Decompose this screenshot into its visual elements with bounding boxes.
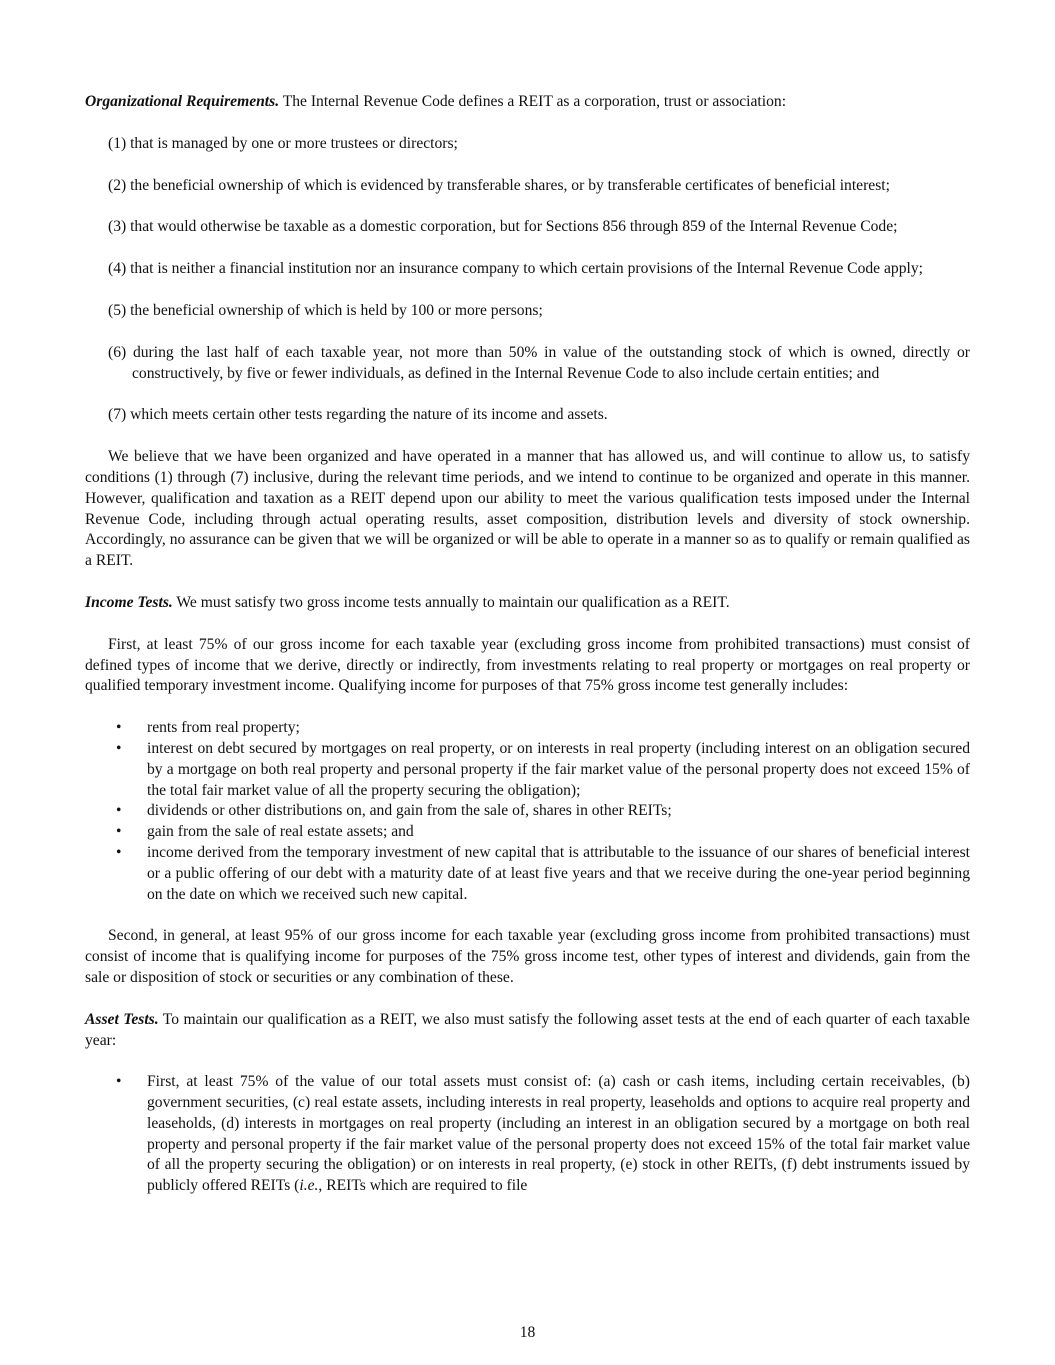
asset-bullet-list [85, 1072, 970, 1197]
requirement-item-4: (4) that is neither a financial institution nor an insurance company to which certain provisions of the Internal Revenue Code apply; [108, 260, 923, 278]
list-item [85, 718, 970, 739]
organizational-heading: Organizational Requirements. [85, 93, 280, 110]
list-item-text: gain from the sale of real estate assets; and [147, 823, 414, 841]
bullet-icon: • [116, 843, 122, 861]
bullet-icon: • [116, 739, 122, 757]
list-item [85, 822, 970, 843]
bullet-icon: • [116, 719, 122, 737]
list-item [85, 843, 970, 905]
bullet-icon: • [116, 823, 122, 841]
requirement-item-7: (7) which meets certain other tests regarding the nature of its income and assets. [108, 406, 608, 424]
list-item-text: income derived from the temporary investment of new capital that is attributable to the issuance of our shares of beneficial interest or a public offering of our debt with a maturity date of at least five years and that we receive during the one-year period beginning on the date on which we received such new capital. [147, 843, 970, 903]
requirement-item-6: (6) during the last half of each taxable year, not more than 50% in value of the outstanding stock of which is owned, directly or constructively, by five or fewer individuals, as defined in the Internal Revenue Code to also include certain entities; and [108, 343, 970, 382]
income-second-paragraph: Second, in general, at least 95% of our gross income for each taxable year (excluding gross income from prohibited transactions) must consist of income that is qualifying income for purposes of the 75% gross income test, other types of interest and dividends, gain from the sale or disposition of stock or securities or any combination of these. [85, 927, 970, 986]
income-tests-intro: We must satisfy two gross income tests annually to maintain our qualification as a REIT. [172, 593, 730, 611]
requirement-item-1: (1) that is managed by one or more trustees or directors; [108, 134, 458, 152]
asset-tests-intro: To maintain our qualification as a REIT, we also must satisfy the following asset tests at the end of each quarter of each taxable year: [85, 1010, 970, 1049]
page-number: 18 [519, 1324, 536, 1341]
income-tests-paragraph [85, 593, 970, 614]
organizational-intro: The Internal Revenue Code defines a REIT as a corporation, trust or association: [279, 93, 787, 110]
asset-bullet-text-end: , REITs which are required to file [318, 1177, 528, 1195]
asset-tests-heading: Asset Tests. [85, 1010, 159, 1028]
list-item-text: interest on debt secured by mortgages on real property, or on interests in real property (including interest on an obligation secured by a mortgage on both real property and personal property if the fair market value of the personal property does not exceed 15% of the total fair market value of all the property securing the obligation); [147, 739, 970, 799]
asset-tests-paragraph [85, 1010, 970, 1052]
belief-paragraph: We believe that we have been organized and have operated in a manner that has allowed us, and will continue to allow us, to satisfy conditions (1) through (7) inclusive, during the relevant time periods, and we intend to continue to be organized and operate in this manner. However, qualification and taxation as a REIT depend upon our ability to meet the various qualification tests imposed under the Internal Revenue Code, including through actual operating results, asset composition, distribution levels and diversity of stock ownership. Accordingly, no assurance can be given that we will be organized or will be able to operate in a manner so as to qualify or remain qualified as a REIT. [85, 448, 970, 570]
bullet-icon: • [116, 802, 122, 820]
asset-bullet-text: First, at least 75% of the value of our total assets must consist of: (a) cash or cash items, including certain receivables, (b) government securities, (c) real estate assets, including interests in real property, leaseholds and options to acquire real property and leaseholds, (d) interests in mortgages on real property (including an interest in an obligation secured by a mortgage on both real property and personal property if the fair market value of the personal property does not exceed 15% of the total fair market value of all the property securing the obligation) or on interests in real property, (e) stock in other REITs, (f) debt instruments issued by publicly offered REITs ( [147, 1073, 970, 1195]
list-item-text: dividends or other distributions on, and gain from the sale of, shares in other REITs; [147, 802, 672, 820]
list-item [85, 801, 970, 822]
list-item [85, 739, 970, 801]
requirement-item-2: (2) the beneficial ownership of which is evidenced by transferable shares, or by transferable certificates of beneficial interest; [108, 176, 890, 194]
list-item [85, 1072, 970, 1197]
list-item-text: rents from real property; [147, 719, 300, 737]
income-bullet-list [85, 718, 970, 905]
asset-bullet-italic: i.e. [299, 1177, 319, 1195]
document-page [85, 92, 970, 1218]
income-tests-heading: Income Tests. [85, 593, 173, 611]
organizational-requirements-paragraph [85, 92, 970, 113]
income-first-paragraph: First, at least 75% of our gross income for each taxable year (excluding gross income from prohibited transactions) must consist of defined types of income that we derive, directly or indirectly, from investments relating to real property or mortgages on real property or qualified temporary investment income. Qualifying income for purposes of that 75% gross income test generally includes: [85, 635, 970, 695]
bullet-icon: • [116, 1073, 122, 1091]
requirement-item-3: (3) that would otherwise be taxable as a domestic corporation, but for Sections 856 through 859 of the Internal Revenue Code; [108, 218, 898, 236]
requirement-item-5: (5) the beneficial ownership of which is held by 100 or more persons; [108, 301, 543, 319]
